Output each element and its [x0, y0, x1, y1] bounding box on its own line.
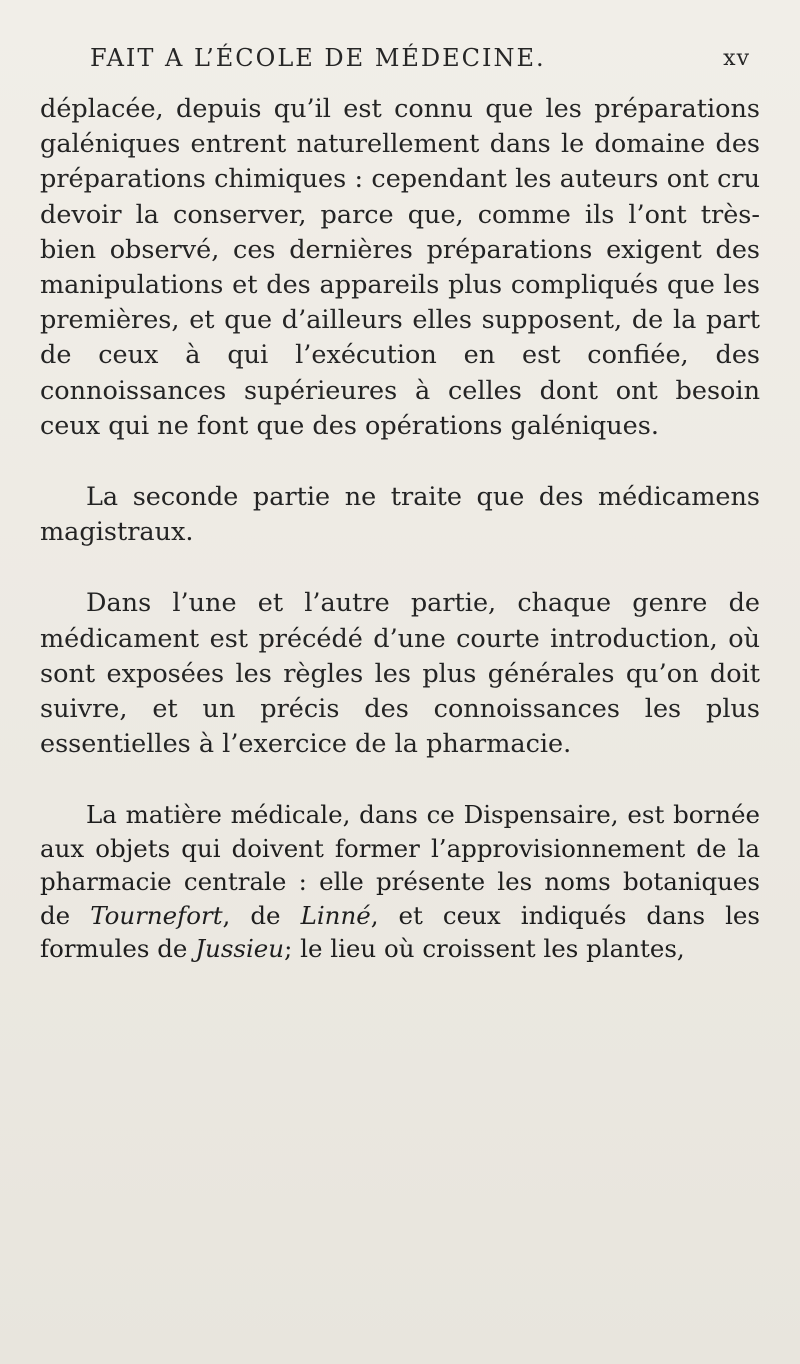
- paragraph-introduction: Dans l’une et l’autre partie, chaque genre de médicament est précédé d’une courte introduction, où sont exposées les règles les plus générales qu’on doit suivre, et un précis des connoissances les plus essentielles à l’exercice de la pharmacie.: [40, 588, 760, 760]
- paragraph-matiere-medicale: [40, 798, 760, 966]
- page-number: xv: [723, 46, 750, 71]
- running-head: [90, 44, 750, 84]
- author-jussieu: Jussieu: [195, 934, 285, 964]
- matiere-text-c: ; le lieu où croissent les plantes,: [284, 934, 685, 964]
- matiere-text-b: , et ceux indiqués dans les formules de: [40, 900, 760, 964]
- author-tournefort: Tournefort: [90, 900, 223, 930]
- paragraph-continuation: déplacée, depuis qu’il est connu que les préparations galéniques entrent naturellement dans le domaine des préparations chimiques : cependant les auteurs ont cru devoir la conserver, parce que, comme ils l’ont très-bien observé, ces dernières préparations exigent des manipulations et des appareils plus compliqués que les premières, et que d’ailleurs elles supposent, de la part de ceux à qui l’exécution en est confiée, des connoissances supérieures à celles dont ont besoin ceux qui ne font que des opérations galéniques.: [40, 94, 760, 441]
- matiere-sep: , de: [222, 900, 301, 930]
- body-text: [40, 92, 760, 966]
- author-linne: Linné: [300, 900, 371, 930]
- paragraph-seconde-partie: La seconde partie ne traite que des médicamens magistraux.: [40, 482, 760, 548]
- matiere-text-a: La matière médicale, dans ce Dispensaire, est bornée aux objets qui doivent former l’approvisionnement de la pharmacie centrale : elle présente les noms botaniques de: [40, 800, 760, 930]
- running-title: FAIT A L’ÉCOLE DE MÉDECINE.: [90, 44, 546, 72]
